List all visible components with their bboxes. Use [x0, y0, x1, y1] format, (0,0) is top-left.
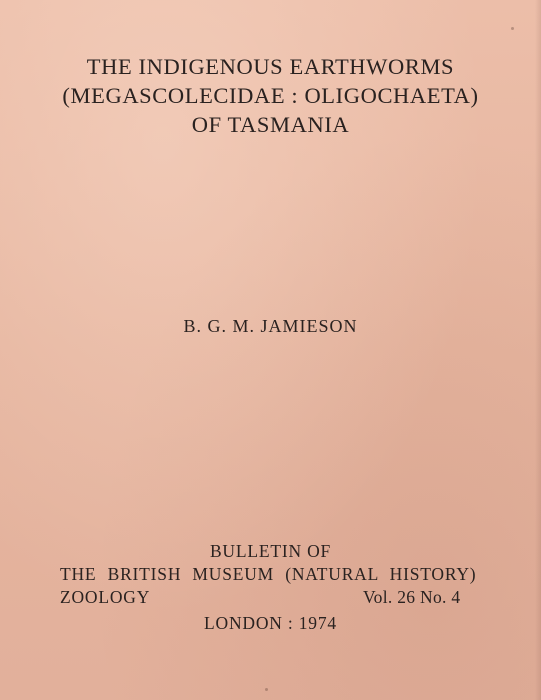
- title-line-2: (MEGASCOLECIDAE : OLIGOCHAETA): [62, 83, 479, 108]
- bulletin-of-label: BULLETIN OF: [209, 541, 332, 561]
- book-title: [0, 52, 541, 139]
- series-name: ZOOLOGY: [60, 587, 151, 607]
- paper-speck: [511, 27, 514, 30]
- publisher-name: THE BRITISH MUSEUM (NATURAL HISTORY): [60, 564, 477, 584]
- paper-speck: [265, 688, 268, 691]
- title-line-1: THE INDIGENOUS EARTHWORMS: [86, 54, 455, 79]
- author-name: B. G. M. JAMIESON: [183, 316, 358, 336]
- title-line-3: OF TASMANIA: [191, 112, 350, 137]
- place-and-date: LONDON : 1974: [204, 613, 337, 633]
- volume-number: Vol. 26 No. 4: [363, 587, 461, 607]
- bulletin-block: [0, 540, 541, 633]
